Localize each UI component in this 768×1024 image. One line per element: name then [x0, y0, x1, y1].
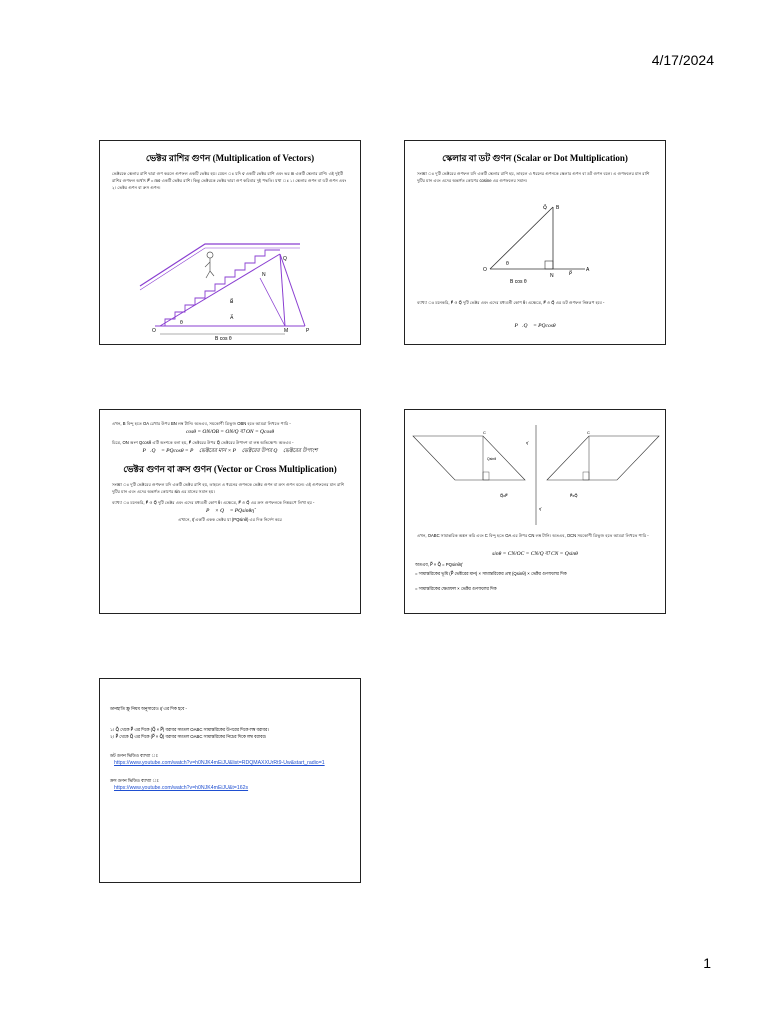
- slide-body: সংজ্ঞা ঃ দুটি ভেক্টরের গুণফল যদি একটি ভেক্টর রাশি হয়, তাহলে এ ধরনের গুণনকে ভেক্টর গুণন বা ক্রস গুণন বলে। এই গুণফলের মান রাশি দুটির মান এবং এদের অন্তর্গত কোণের sin এর মানের সমান হয়।: [112, 482, 345, 494]
- parallelogram-diagram: [405, 420, 666, 530]
- slide-scalar-dot-multiplication: [404, 140, 666, 345]
- slide-body: ভেক্টরকে স্কেলার রাশি দ্বারা গুণ করলে গুণফল একটি ভেক্টর হয়। যেমন ঃ যদি v⃗ একটি ভেক্টর রাশি এবং ভর m একটি স্কেলার রাশি। এই দুইটি রাশির গুণফল অর্থাৎ P⃗ = mv⃗ একটি ভেক্টর রাশি। কিন্তু ভেক্টরকে ভেক্টর দ্বারা গুণ করিবার দুই পদ্ধতি। যথা ঃ ১। স্কেলার গুণন বা ডট গুণন এবং ২। ভেক্টর গুণন বা ক্রস গুণন।: [112, 171, 347, 190]
- label-P: P: [306, 328, 310, 334]
- dot-video-link[interactable]: https://www.youtube.com/watch?v=h0NJK4mEiJU&list=RDQMAXXUrRt9-Uw&start_radio=1: [114, 760, 325, 766]
- cross-equation: P⃗ × Q⃗ = PQsinθη̂: [206, 508, 254, 514]
- label-N: N: [550, 273, 554, 279]
- label-eta-left: η̂: [526, 440, 529, 445]
- sin-equation: sinθ = CN/OC = CN/Q বা CN = Qsinθ: [492, 551, 578, 557]
- slide-cross-product-diagram: [404, 409, 666, 614]
- dot-product-diagram: [405, 199, 666, 289]
- cross-video-link[interactable]: https://www.youtube.com/watch?v=h0NJK4mEiJU&t=162s: [114, 785, 249, 791]
- slide-multiplication-of-vectors: [99, 140, 361, 345]
- slide-body: সংজ্ঞা ঃ দুটি ভেক্টরের গুণফল যদি একটি স্কেলার রাশি হয়, তাহলে এ ধরনের গুণনকে স্কেলার গুণন বা ডট গুণন বলে। এ গুণফলের মান রাশি দুটির মান এবং এদের অন্তর্গত কোণের cosine এর গুণফলের সমান।: [417, 171, 650, 183]
- label-B: B⃗: [230, 299, 234, 305]
- slide-intro: এখন, B বিন্দু হতে OA রেখার উপর BN লম্ব টানি। অতএব, সমকোণী ত্রিভুজ OBN হতে আমরা লিখতে পারি -: [112, 421, 291, 426]
- label-O: O: [483, 267, 487, 273]
- label-qsin: Qsinθ: [487, 457, 497, 461]
- slide-footnote: এখানে, η̂ একটি একক ভেক্টর যা (PQsinθ) এর দিক নির্দেশ করে: [178, 517, 282, 522]
- staircase-diagram: [100, 226, 361, 345]
- label-M: M: [284, 328, 289, 334]
- slide-right-hand-rule: [99, 678, 361, 883]
- page-number: 1: [703, 955, 711, 971]
- label-N: N: [262, 272, 266, 278]
- area-line-1: = সামান্তরিকের ভূমি (P⃗ ভেক্টরের মান) × সামান্তরিকের প্রস্থ (Qsinθ) × ভেক্টর গুণফলের দিক: [415, 571, 567, 576]
- cross-result-line: অতএব, P⃗ × Q⃗ = PQsinθη̂: [415, 562, 463, 567]
- dot-video-label: ডট গুণন ভিডিও ব্যাখ্যা ঃ: [110, 753, 158, 758]
- label-C-right: C: [587, 430, 590, 435]
- slide-explain: ব্যাখ্যা ঃ মনেকরি, P⃗ ও Q⃗ দুটি ভেক্টর এবং এদের মধ্যবর্তী কোণ θ। এক্ষেত্রে, P⃗ ও Q⃗ এর ডট গুণফল নিম্নরূপ হবে -: [417, 300, 605, 305]
- page-date: 4/17/2024: [651, 52, 714, 68]
- dot-equation: P⃗.Q⃗ = PQcosθ: [514, 323, 556, 329]
- cos-equation: cosθ = ON/OB = ON/Q বা ON = Qcosθ: [185, 429, 275, 435]
- caption-left: Q⃗xP⃗: [500, 493, 508, 498]
- slide-text: এখন, OABC সামান্তরিক অঙ্কন করি এবং C বিন্দু হতে OA এর উপর CN লম্ব টানি। অতএব, OCN সমকোণী ত্রিভুজ হতে আমরা লিখতে পারি -: [417, 533, 649, 538]
- label-theta: θ: [180, 320, 183, 326]
- label-B: B: [556, 205, 560, 211]
- slide-title: স্কেলার বা ডট গুণন (Scalar or Dot Multiplication): [442, 153, 628, 163]
- label-C-left: C: [483, 430, 486, 435]
- slide-explain: ব্যাখ্যা ঃ মনেকরি, P⃗ ও Q⃗ দুটি ভেক্টর এবং এদের মধ্যবর্তী কোণ θ। এক্ষেত্রে, P⃗ ও Q⃗ এর ক্রস গুণফলকে নিম্নরূপে লিখা হয় -: [112, 500, 315, 505]
- cross-video-label: ক্রস গুণন ভিডিও ব্যাখ্যা ঃ: [110, 778, 159, 783]
- label-bcos: B cos θ: [215, 336, 232, 342]
- label-eta-right: η̂: [539, 506, 542, 511]
- label-P: P⃗: [569, 271, 573, 277]
- label-A: A: [586, 267, 590, 273]
- slide-title: ভেক্টর গুণন বা ক্রস গুণন (Vector or Cross Multiplication): [123, 464, 337, 474]
- slide-title: ভেক্টর রাশির গুণন (Multiplication of Vectors): [145, 153, 315, 163]
- caption-right: P⃗xQ⃗: [570, 493, 578, 498]
- label-O: O: [152, 328, 156, 334]
- slide-text: চিত্রে, ON অংশ Qcosθ এটি অংশকে বলা হয়, P⃗ ভেক্টরের উপর Q⃗ ভেক্টরের উপাংশ বা লম্ব অভিক্ষেপ। অতএব -: [112, 440, 294, 445]
- rule-2: ২। P⃗ থেকে Q⃗ এর দিকে (P⃗ × Q⃗) বরাবর সমতল OABC সামান্তরিকের নিচের দিকে লম্ব বরাবর।: [110, 734, 267, 739]
- label-Q: Q⃗: [543, 205, 547, 211]
- rule-1: ১। Q⃗ থেকে P⃗ এর দিকে (Q⃗ × P⃗) বরাবর সমতল OABC সামান্তরিকের উপরের দিকে লম্ব বরাবর।: [110, 727, 269, 732]
- slide-intro: ডানহাতি স্ক্রু নিয়ম অনুসারেও η̂ এর দিক হবে -: [110, 706, 187, 711]
- label-A: A⃗: [230, 315, 234, 321]
- area-line-2: = সামান্তরিকের ক্ষেত্রফল × ভেক্টর গুণফলের দিক: [415, 586, 497, 591]
- label-bcos: B cos θ: [510, 279, 527, 285]
- slide-dot-cross-derivation: [99, 409, 361, 614]
- label-Q: Q: [283, 256, 287, 262]
- label-theta: θ: [506, 261, 509, 267]
- dot-expansion-equation: P⃗.Q⃗ = PQcosθ = P⃗ ভেক্টরের মান × P⃗ ভেক্টরের উপর Q⃗ ভেক্টরের উপাংশ: [142, 448, 318, 454]
